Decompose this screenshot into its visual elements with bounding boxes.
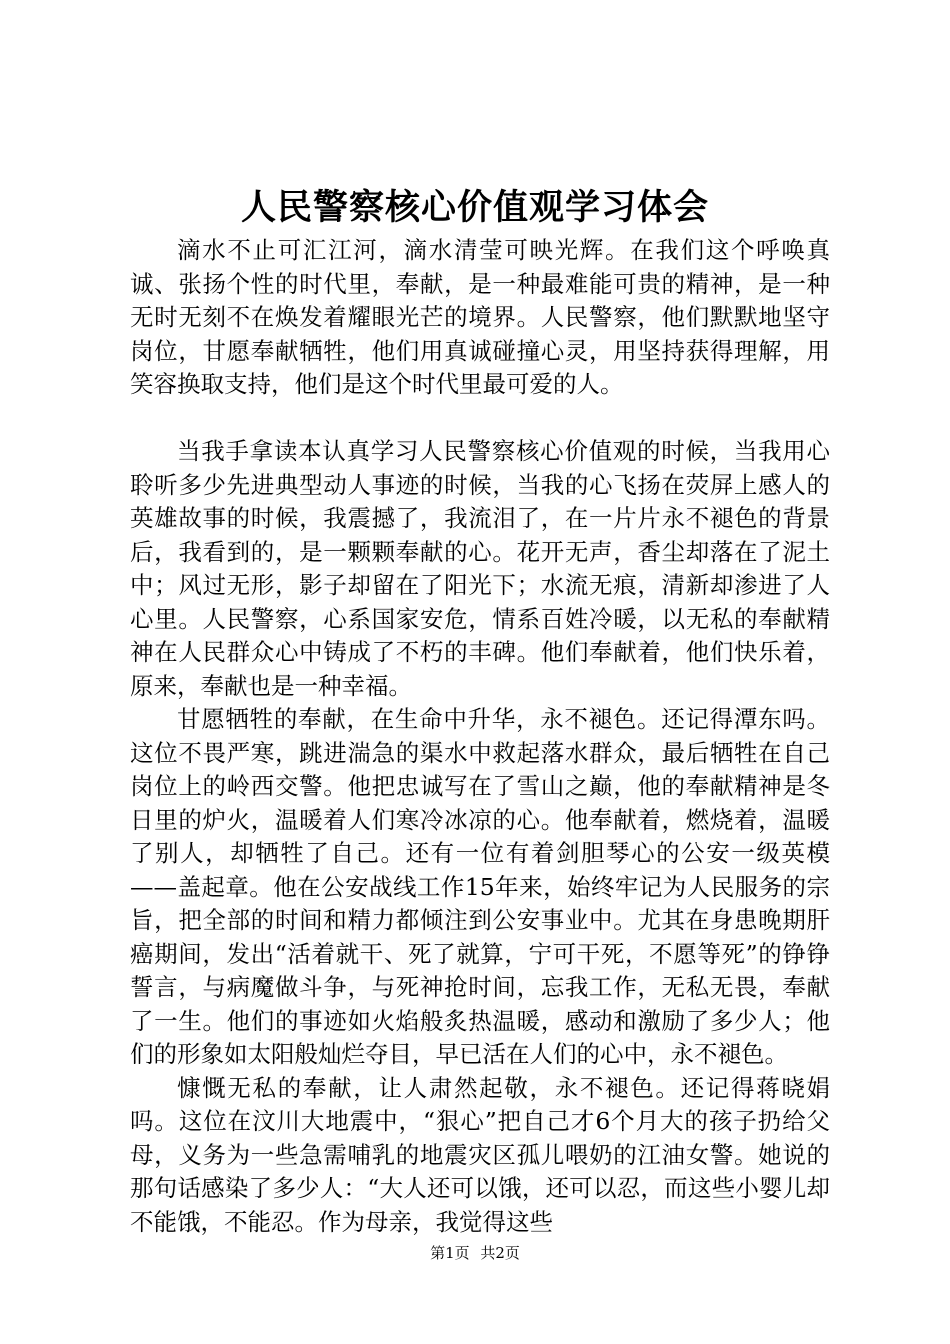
paragraph-4: 慷慨无私的奉献，让人肃然起敬，永不褪色。还记得蒋晓娟吗。这位在汶川大地震中，“狠心”把自己才6个月大的孩子扔给父母，义务为一些急需哺乳的地震灾区孤儿喂奶的江油女警。她说的那句话感染了多少人：“大人还可以饿，还可以忍，而这些小婴儿却不能饿，不能忍。作为母亲，我觉得这些 [130,1073,830,1236]
page-number: 第1页 [430,1244,470,1262]
page-total: 共2页 [480,1244,520,1262]
paragraph-1: 滴水不止可汇江河，滴水清莹可映光辉。在我们这个呼唤真诚、张扬个性的时代里，奉献，是一种最难能可贵的精神，是一种无时无刻不在焕发着耀眼光芒的境界。人民警察，他们默默地坚守岗位，甘愿奉献牺牲，他们用真诚碰撞心灵，用坚持获得理解，用笑容换取支持，他们是这个时代里最可爱的人。 [130,236,830,398]
paragraph-2: 当我手拿读本认真学习人民警察核心价值观的时候，当我用心聆听多少先进典型动人事迹的时候，当我的心飞扬在荧屏上感人的英雄故事的时候，我震撼了，我流泪了，在一片片永不褪色的背景后，我看到的，是一颗颗奉献的心。花开无声，香尘却落在了泥土中；风过无形，影子却留在了阳光下；水流无痕，清新却渗进了人心里。人民警察，心系国家安危，情系百姓冷暖，以无私的奉献精神在人民群众心中铸成了不朽的丰碑。他们奉献着，他们快乐着，原来，奉献也是一种幸福。 [130,437,830,700]
page-footer [0,1243,950,1263]
document-title: 人民警察核心价值观学习体会 [240,187,709,228]
paragraph-3: 甘愿牺牲的奉献，在生命中升华，永不褪色。还记得潭东吗。这位不畏严寒，跳进湍急的渠水中救起落水群众，最后牺牲在自己岗位上的岭西交警。他把忠诚写在了雪山之巅，他的奉献精神是冬日里的炉火，温暖着人们寒冷冰凉的心。他奉献着，燃烧着，温暖了别人，却牺牲了自己。还有一位有着剑胆琴心的公安一级英模——盖起章。他在公安战线工作15年来，始终牢记为人民服务的宗旨，把全部的时间和精力都倾注到公安事业中。尤其在身患晚期肝癌期间，发出“活着就干、死了就算，宁可干死，不愿等死”的铮铮誓言，与病魔做斗争，与死神抢时间，忘我工作，无私无畏，奉献了一生。他们的事迹如火焰般炙热温暖，感动和激励了多少人；他们的形象如太阳般灿烂夺目，早已活在人们的心中，永不褪色。 [130,705,830,1068]
document-body [130,234,830,1239]
